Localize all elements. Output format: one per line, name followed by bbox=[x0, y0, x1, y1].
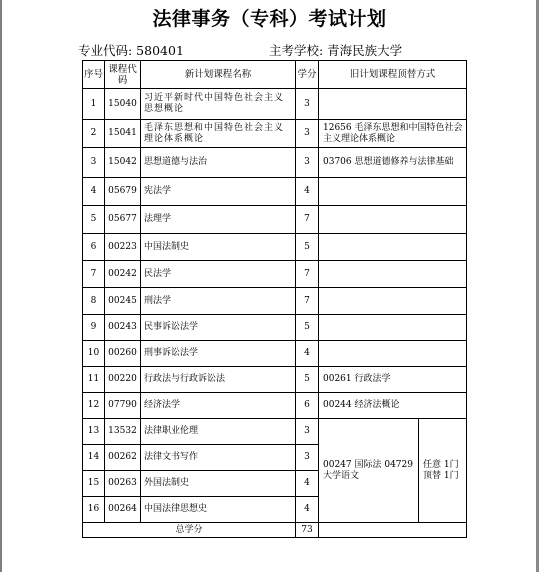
row-credit: 4 bbox=[296, 497, 319, 523]
row-credit: 5 bbox=[296, 367, 319, 393]
row-course-name: 外国法制史 bbox=[141, 471, 296, 497]
exam-plan-table bbox=[82, 60, 467, 538]
table-row bbox=[83, 89, 467, 120]
total-row bbox=[83, 523, 467, 538]
header-code: 课程代码 bbox=[105, 61, 141, 89]
row-old-replacement bbox=[319, 341, 467, 367]
page-title: 法律事务（专科）考试计划 bbox=[152, 8, 387, 30]
header-credit: 学分 bbox=[296, 61, 319, 89]
row-old-replacement bbox=[319, 206, 467, 234]
row-old-replacement: 12656 毛泽东思想和中国特色社会主义理论体系概论 bbox=[319, 120, 467, 148]
row-credit: 3 bbox=[296, 89, 319, 120]
row-code: 00262 bbox=[105, 445, 141, 471]
row-code: 00264 bbox=[105, 497, 141, 523]
row-credit: 5 bbox=[296, 315, 319, 341]
row-seq: 15 bbox=[83, 471, 105, 497]
row-code: 15040 bbox=[105, 89, 141, 120]
row-code: 15041 bbox=[105, 120, 141, 148]
row-old-replacement bbox=[319, 178, 467, 206]
row-old-replacement: 00261 行政法学 bbox=[319, 367, 467, 393]
row-seq: 16 bbox=[83, 497, 105, 523]
row-course-name: 民事诉讼法学 bbox=[141, 315, 296, 341]
row-old-replacement: 03706 思想道德修养与法律基础 bbox=[319, 148, 467, 178]
row-seq: 4 bbox=[83, 178, 105, 206]
total-credits-label: 总学分 bbox=[83, 523, 296, 538]
row-credit: 5 bbox=[296, 234, 319, 261]
row-course-name: 中国法制史 bbox=[141, 234, 296, 261]
row-code: 00245 bbox=[105, 288, 141, 315]
row-old-replacement bbox=[319, 234, 467, 261]
header-name: 新计划课程名称 bbox=[141, 61, 296, 89]
row-code: 05677 bbox=[105, 206, 141, 234]
row-credit: 3 bbox=[296, 120, 319, 148]
left-frame-border bbox=[0, 0, 2, 572]
row-seq: 9 bbox=[83, 315, 105, 341]
row-seq: 3 bbox=[83, 148, 105, 178]
header-seq: 序号 bbox=[83, 61, 105, 89]
row-credit: 3 bbox=[296, 148, 319, 178]
row-old-replacement bbox=[319, 315, 467, 341]
row-code: 00223 bbox=[105, 234, 141, 261]
elective-replacement-rule: 任意 1门顶替 1门 bbox=[419, 419, 467, 523]
row-seq: 1 bbox=[83, 89, 105, 120]
row-course-name: 行政法与行政诉讼法 bbox=[141, 367, 296, 393]
row-credit: 3 bbox=[296, 419, 319, 445]
row-seq: 5 bbox=[83, 206, 105, 234]
row-course-name: 法律文书写作 bbox=[141, 445, 296, 471]
row-course-name: 中国法律思想史 bbox=[141, 497, 296, 523]
row-code: 00242 bbox=[105, 261, 141, 288]
row-course-name: 刑法学 bbox=[141, 288, 296, 315]
row-course-name: 宪法学 bbox=[141, 178, 296, 206]
row-seq: 13 bbox=[83, 419, 105, 445]
table-row bbox=[83, 367, 467, 393]
major-code: 专业代码: 580401 bbox=[78, 43, 184, 58]
table-row bbox=[83, 341, 467, 367]
table-header-row bbox=[83, 61, 467, 89]
row-seq: 7 bbox=[83, 261, 105, 288]
host-school: 主考学校: 青海民族大学 bbox=[269, 43, 403, 58]
row-seq: 10 bbox=[83, 341, 105, 367]
row-old-replacement: 00244 经济法概论 bbox=[319, 393, 467, 419]
row-seq: 6 bbox=[83, 234, 105, 261]
row-code: 00243 bbox=[105, 315, 141, 341]
elective-replacement-courses: 00247 国际法 04729 大学语文 bbox=[319, 419, 419, 523]
table-row bbox=[83, 148, 467, 178]
row-credit: 7 bbox=[296, 206, 319, 234]
row-code: 15042 bbox=[105, 148, 141, 178]
row-credit: 4 bbox=[296, 341, 319, 367]
table-row bbox=[83, 288, 467, 315]
row-seq: 11 bbox=[83, 367, 105, 393]
table-row bbox=[83, 178, 467, 206]
row-code: 00263 bbox=[105, 471, 141, 497]
row-code: 00220 bbox=[105, 367, 141, 393]
row-old-replacement bbox=[319, 288, 467, 315]
row-credit: 4 bbox=[296, 471, 319, 497]
row-course-name: 法理学 bbox=[141, 206, 296, 234]
row-course-name: 毛泽东思想和中国特色社会主义理论体系概论 bbox=[141, 120, 296, 148]
table-row bbox=[83, 393, 467, 419]
table-row bbox=[83, 120, 467, 148]
row-credit: 3 bbox=[296, 445, 319, 471]
row-course-name: 思想道德与法治 bbox=[141, 148, 296, 178]
row-seq: 14 bbox=[83, 445, 105, 471]
table-row bbox=[83, 206, 467, 234]
row-old-replacement bbox=[319, 261, 467, 288]
row-course-name: 习近平新时代中国特色社会主义思想概论 bbox=[141, 89, 296, 120]
row-seq: 8 bbox=[83, 288, 105, 315]
row-code: 00260 bbox=[105, 341, 141, 367]
table-row bbox=[83, 234, 467, 261]
row-credit: 4 bbox=[296, 178, 319, 206]
table-row bbox=[83, 419, 467, 445]
row-seq: 2 bbox=[83, 120, 105, 148]
total-credits-value: 73 bbox=[296, 523, 319, 538]
header-old-replacement: 旧计划课程顶替方式 bbox=[319, 61, 467, 89]
row-course-name: 经济法学 bbox=[141, 393, 296, 419]
row-course-name: 法律职业伦理 bbox=[141, 419, 296, 445]
row-credit: 7 bbox=[296, 261, 319, 288]
row-credit: 7 bbox=[296, 288, 319, 315]
row-code: 07790 bbox=[105, 393, 141, 419]
row-code: 05679 bbox=[105, 178, 141, 206]
row-seq: 12 bbox=[83, 393, 105, 419]
total-row-blank bbox=[319, 523, 467, 538]
table-row bbox=[83, 315, 467, 341]
row-code: 13532 bbox=[105, 419, 141, 445]
row-credit: 6 bbox=[296, 393, 319, 419]
row-old-replacement bbox=[319, 89, 467, 120]
table-row bbox=[83, 261, 467, 288]
row-course-name: 刑事诉讼法学 bbox=[141, 341, 296, 367]
row-course-name: 民法学 bbox=[141, 261, 296, 288]
